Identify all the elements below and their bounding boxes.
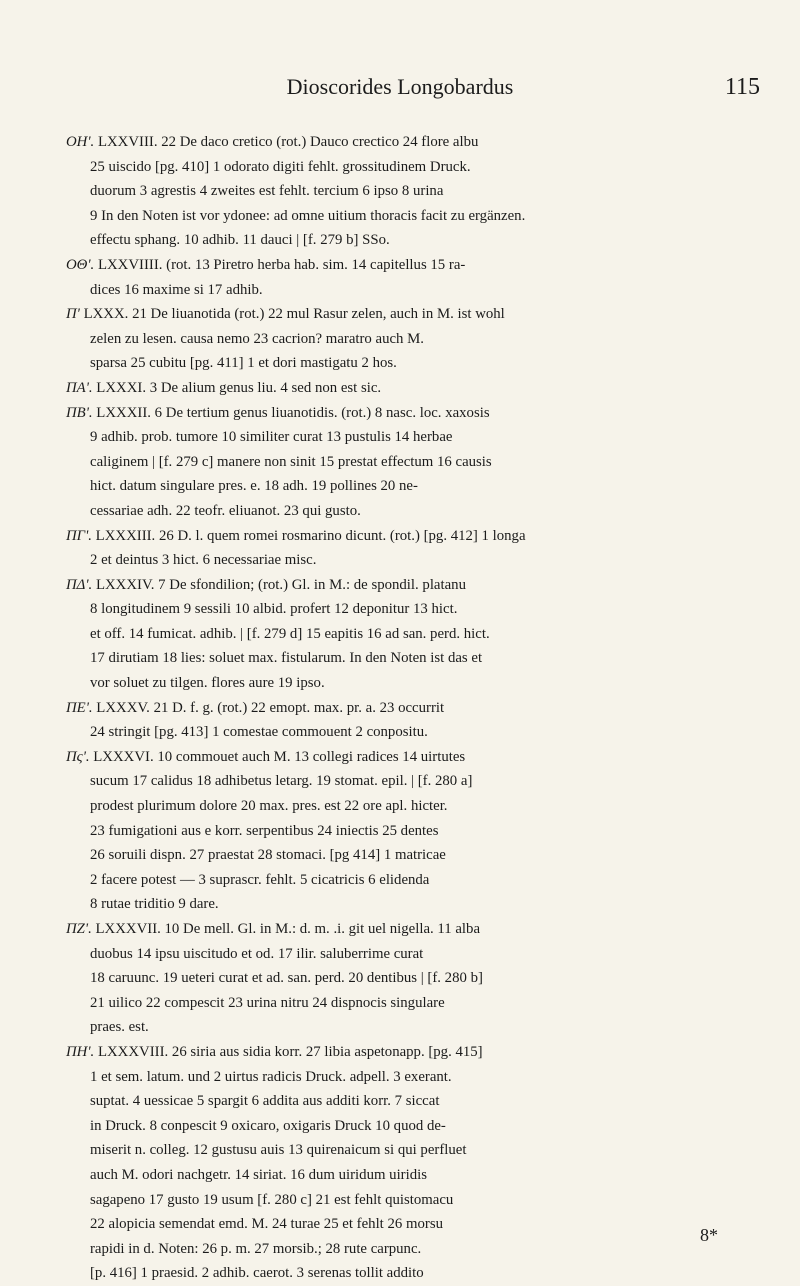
apparatus-text: 6 De tertium genus liuanotidis. (rot.) 8 nasc. loc. xaxosis	[154, 404, 490, 421]
apparatus-text: dices 16 maxime si 17 adhib.	[90, 281, 263, 298]
chapter-number-roman: LXXVIII.	[97, 134, 158, 150]
chapter-number-greek: ΠΓ'.	[66, 527, 92, 544]
apparatus-line	[66, 1138, 756, 1163]
apparatus-text: prodest plurimum dolore 20 max. pres. est 22 ore apl. hicter.	[90, 798, 448, 815]
apparatus-line	[66, 1015, 756, 1040]
apparatus-line	[66, 1212, 756, 1237]
apparatus-line	[66, 942, 756, 967]
apparatus-text: 7 De sfondilion; (rot.) Gl. in M.: de spondil. platanu	[158, 576, 466, 593]
chapter-number-greek: Πς'.	[66, 748, 90, 765]
apparatus-text: 8 rutae triditio 9 dare.	[90, 896, 219, 913]
apparatus-text: 23 fumigationi aus e korr. serpentibus 24 iniectis 25 dentes	[90, 822, 439, 839]
apparatus-line	[66, 1089, 756, 1114]
apparatus-text: 21 uilico 22 compescit 23 urina nitru 24 dispnocis singulare	[90, 994, 445, 1011]
apparatus-line	[66, 769, 756, 794]
apparatus-entry	[66, 917, 756, 1040]
apparatus-text: 22 alopicia semendat emd. M. 24 turae 25 et fehlt 26 morsu	[90, 1216, 443, 1233]
apparatus-text: 2 et deintus 3 hict. 6 necessariae misc.	[90, 552, 317, 569]
chapter-number-roman: LXXX.	[83, 306, 129, 323]
apparatus-line	[66, 696, 756, 721]
apparatus-line	[66, 425, 756, 450]
apparatus-text: hict. datum singulare pres. e. 18 adh. 19 pollines 20 ne-	[90, 478, 418, 495]
apparatus-text: 21 De liuanotida (rot.) 22 mul Rasur zelen, auch in M. ist wohl	[132, 306, 505, 323]
apparatus-line	[66, 401, 756, 426]
apparatus-text: cessariae adh. 22 teofr. eliuanot. 23 qui gusto.	[90, 502, 361, 519]
apparatus-text: caliginem | [f. 279 c] manere non sinit 15 prestat effectum 16 causis	[90, 453, 492, 470]
apparatus-line	[66, 1065, 756, 1090]
apparatus-line	[66, 302, 756, 327]
apparatus-line	[66, 351, 756, 376]
running-title: Dioscorides Longobardus	[286, 74, 514, 99]
chapter-number-greek: ΟΗ'.	[66, 134, 95, 150]
apparatus-line	[66, 646, 756, 671]
apparatus-line	[66, 1188, 756, 1213]
apparatus-text: praes. est.	[90, 1019, 149, 1036]
chapter-number-greek: ΠΑ'.	[66, 379, 93, 396]
apparatus-entry	[66, 745, 756, 917]
chapter-number-roman: LXXXIII.	[95, 527, 156, 544]
apparatus-line	[66, 573, 756, 598]
apparatus-text: 26 siria aus sidia korr. 27 libia aspetonapp. [pg. 415]	[171, 1043, 483, 1060]
apparatus-text: duorum 3 agrestis 4 zweites est fehlt. tercium 6 ipso 8 urina	[90, 183, 444, 200]
apparatus-text: 25 uiscido [pg. 410] 1 odorato digiti fehlt. grossitudinem Druck.	[90, 158, 471, 175]
apparatus-text: 1 et sem. latum. und 2 uirtus radicis Druck. adpell. 3 exerant.	[90, 1068, 452, 1085]
apparatus-line	[66, 376, 756, 401]
printer-signature: 8*	[700, 1225, 718, 1245]
chapter-number-greek: ΠΒ'.	[66, 404, 93, 421]
apparatus-line	[66, 228, 756, 253]
apparatus-text: 9 adhib. prob. tumore 10 similiter curat 13 pustulis 14 herbae	[90, 429, 453, 446]
apparatus-line	[66, 474, 756, 499]
apparatus-text: 10 commouet auch M. 13 collegi radices 14 uirtutes	[157, 748, 466, 765]
apparatus-entry	[66, 253, 756, 302]
chapter-number-greek: ΟΘ'.	[66, 256, 95, 273]
apparatus-text: 21 D. f. g. (rot.) 22 emopt. max. pr. a. 23 occurrit	[153, 699, 445, 716]
apparatus-text: auch M. odori nachgetr. 14 siriat. 16 dum uiridum uiridis	[90, 1166, 427, 1183]
apparatus-text: [p. 416] 1 praesid. 2 adhib. caerot. 3 serenas tollit addito	[90, 1265, 424, 1282]
apparatus-line	[66, 622, 756, 647]
apparatus-entry	[66, 376, 756, 401]
apparatus-line	[66, 278, 756, 303]
apparatus-entry	[66, 524, 756, 573]
apparatus-line	[66, 671, 756, 696]
chapter-number-roman: LXXXI.	[96, 379, 147, 396]
apparatus-text: 2 facere potest — 3 suprascr. fehlt. 5 cicatricis 6 elidenda	[90, 871, 430, 888]
apparatus-text: 26 D. l. quem romei rosmarino dicunt. (rot.) [pg. 412] 1 longa	[158, 527, 526, 544]
apparatus-line	[66, 745, 756, 770]
apparatus-line	[66, 966, 756, 991]
apparatus-line	[66, 179, 756, 204]
apparatus-line	[66, 548, 756, 573]
apparatus-line	[66, 450, 756, 475]
apparatus-line	[66, 868, 756, 893]
apparatus-line	[66, 1114, 756, 1139]
apparatus-text: in Druck. 8 conpescit 9 oxicaro, oxigaris Druck 10 quod de-	[90, 1117, 446, 1134]
apparatus-entry	[66, 696, 756, 745]
apparatus-line	[66, 524, 756, 549]
apparatus-text: duobus 14 ipsu uiscitudo et od. 17 ilir. saluberrime curat	[90, 945, 424, 962]
critical-apparatus	[66, 130, 756, 1286]
apparatus-text: 22 De daco cretico (rot.) Dauco crectico 24 flore albu	[161, 134, 479, 150]
apparatus-line	[66, 1237, 756, 1262]
apparatus-line	[66, 1261, 756, 1286]
apparatus-line	[66, 819, 756, 844]
apparatus-text: 26 soruili dispn. 27 praestat 28 stomaci. [pg 414] 1 matricae	[90, 847, 446, 864]
apparatus-line	[66, 794, 756, 819]
chapter-number-roman: LXXXV.	[96, 699, 150, 716]
chapter-number-roman: LXXXVI.	[93, 748, 154, 765]
apparatus-text: 24 stringit [pg. 413] 1 comestae commouent 2 conpositu.	[90, 724, 428, 741]
apparatus-text: 17 dirutiam 18 lies: soluet max. fistularum. In den Noten ist das et	[90, 650, 483, 667]
apparatus-text: rapidi in d. Noten: 26 p. m. 27 morsib.; 28 rute carpunc.	[90, 1240, 422, 1257]
apparatus-entry	[66, 1040, 756, 1286]
apparatus-entry	[66, 130, 756, 253]
chapter-number-greek: ΠΗ'.	[66, 1043, 95, 1060]
apparatus-line	[66, 892, 756, 917]
apparatus-text: sucum 17 calidus 18 adhibetus letarg. 19 stomat. epil. | [f. 280 a]	[90, 773, 473, 790]
apparatus-entry	[66, 573, 756, 696]
apparatus-text: (rot. 13 Piretro herba hab. sim. 14 capitellus 15 ra-	[166, 256, 466, 273]
apparatus-line	[66, 155, 756, 180]
apparatus-text: 3 De alium genus liu. 4 sed non est sic.	[149, 379, 382, 396]
apparatus-line	[66, 597, 756, 622]
apparatus-line	[66, 130, 756, 155]
apparatus-text: vor soluet zu tilgen. flores aure 19 ipso.	[90, 675, 325, 692]
apparatus-text: sparsa 25 cubitu [pg. 411] 1 et dori mastigatu 2 hos.	[90, 355, 397, 372]
apparatus-text: suptat. 4 uessicae 5 spargit 6 addita aus additi korr. 7 siccat	[90, 1093, 440, 1110]
apparatus-line	[66, 720, 756, 745]
apparatus-line	[66, 499, 756, 524]
apparatus-line	[66, 843, 756, 868]
apparatus-line	[66, 917, 756, 942]
apparatus-text: miserit n. colleg. 12 gustusu auis 13 quirenaicum si qui perfluet	[90, 1142, 467, 1159]
chapter-number-greek: Π'	[66, 306, 80, 323]
apparatus-text: 10 De mell. Gl. in M.: d. m. .i. git uel nigella. 11 alba	[164, 921, 481, 937]
page-number: 115	[724, 74, 760, 100]
chapter-number-greek: ΠΕ'.	[66, 699, 93, 716]
chapter-number-roman: LXXVIIII.	[97, 256, 163, 273]
chapter-number-greek: ΠΔ'.	[66, 576, 93, 593]
apparatus-text: et off. 14 fumicat. adhib. | [f. 279 d] 15 eapitis 16 ad san. perd. hict.	[90, 625, 490, 642]
apparatus-text: 9 In den Noten ist vor ydonee: ad omne uitium thoracis facit zu ergänzen.	[90, 207, 526, 224]
apparatus-entry	[66, 302, 756, 376]
apparatus-text: effectu sphang. 10 adhib. 11 dauci | [f. 279 b] SSo.	[90, 232, 390, 249]
apparatus-line	[66, 327, 756, 352]
chapter-number-roman: LXXXII.	[96, 404, 151, 421]
apparatus-line	[66, 253, 756, 278]
apparatus-entry	[66, 401, 756, 524]
apparatus-line	[66, 991, 756, 1016]
chapter-number-roman: LXXXIV.	[95, 576, 155, 593]
apparatus-text: zelen zu lesen. causa nemo 23 cacrion? maratro auch M.	[90, 330, 425, 347]
page-header	[0, 74, 800, 114]
chapter-number-greek: ΠΖ'.	[66, 921, 92, 937]
apparatus-line	[66, 1163, 756, 1188]
chapter-number-roman: LXXXVII.	[95, 921, 161, 937]
apparatus-text: 18 caruunc. 19 ueteri curat et ad. san. perd. 20 dentibus | [f. 280 b]	[90, 970, 483, 987]
apparatus-text: sagapeno 17 gusto 19 usum [f. 280 c] 21 est fehlt quistomacu	[90, 1191, 454, 1208]
chapter-number-roman: LXXXVIII.	[97, 1043, 169, 1060]
apparatus-line	[66, 1040, 756, 1065]
apparatus-text: 8 longitudinem 9 sessili 10 albid. profert 12 deponitur 13 hict.	[90, 601, 458, 618]
apparatus-line	[66, 204, 756, 229]
